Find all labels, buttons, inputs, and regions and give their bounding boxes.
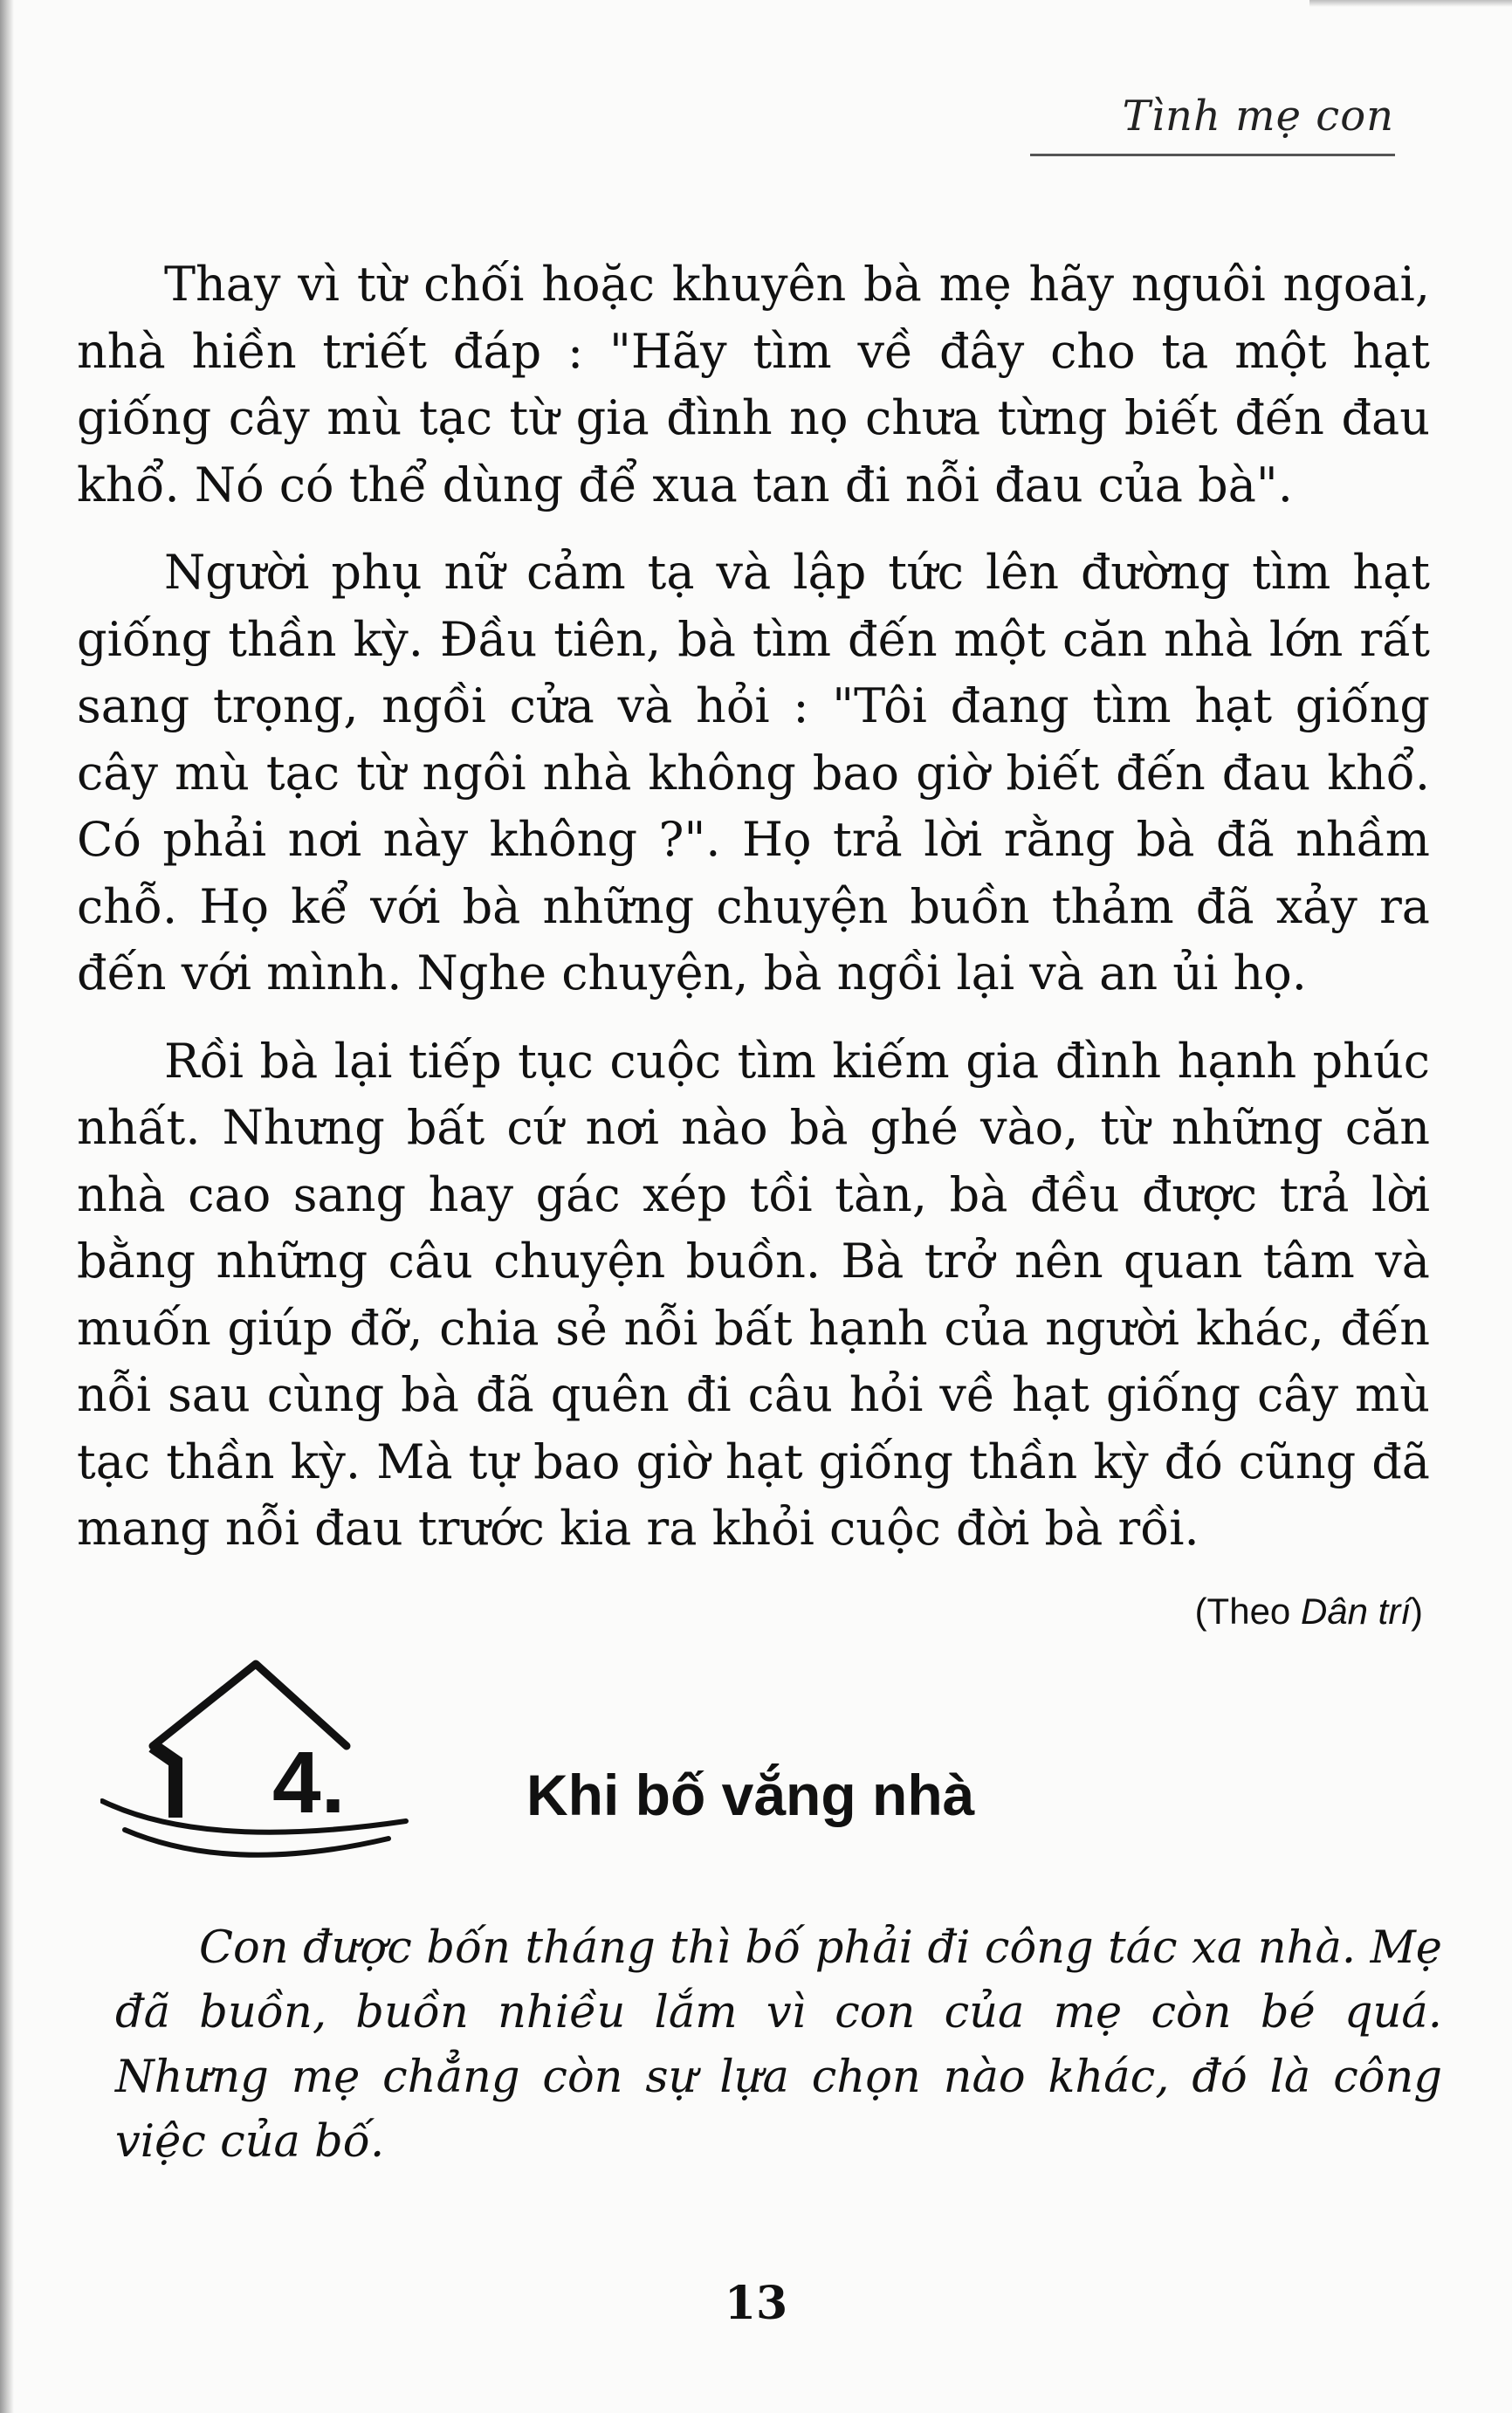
page-number: 13 (724, 2277, 788, 2330)
section-title: Khi bố vắng nhà (526, 1763, 975, 1827)
paragraph: Thay vì từ chối hoặc khuyên bà mẹ hãy nguôi ngoai, nhà hiền triết đáp : "Hãy tìm về đây cho ta một hạt giống cây mù tạc từ gia đình nọ chưa từng biết đến đau khổ. Nó có thể dùng để xua tan đi nỗi đau của bà". (77, 257, 1430, 512)
source-citation (1195, 1591, 1423, 1633)
header-rule (1030, 154, 1395, 156)
source-open: (Theo (1194, 1591, 1301, 1632)
paragraph: Rồi bà lại tiếp tục cuộc tìm kiếm gia đình hạnh phúc nhất. Nhưng bất cứ nơi nào bà ghé vào, từ những căn nhà cao sang hay gác xép tồi tàn, bà đều được trả lời bằng những câu chuyện buồn. Bà trở nên quan tâm và muốn giúp đỡ, chia sẻ nỗi bất hạnh của người khác, đến nỗi sau cùng bà đã quên đi câu hỏi về hạt giống cây mù tạc thần kỳ. Mà tự bao giờ hạt giống thần kỳ đó cũng đã mang nỗi đau trước kia ra khỏi cuộc đời bà rồi. (77, 1033, 1430, 1556)
house-roof-icon (100, 1657, 415, 1893)
body-text (77, 251, 1430, 1584)
paragraph: Người phụ nữ cảm tạ và lập tức lên đường tìm hạt giống thần kỳ. Đầu tiên, bà tìm đến một căn nhà lớn rất sang trọng, ngồi cửa và hỏi : "Tôi đang tìm hạt giống cây mù tạc từ ngôi nhà không bao giờ biết đến đau khổ. Có phải nơi này không ?". Họ trả lời rằng bà đã nhầm chỗ. Họ kể với bà những chuyện buồn thảm đã xảy ra đến với mình. Nghe chuyện, bà ngồi lại và an ủi họ. (77, 545, 1430, 1000)
section-number: 4. (272, 1734, 346, 1832)
running-header: Tình mẹ con (1122, 92, 1394, 141)
source-close: ) (1411, 1591, 1423, 1632)
page-gutter-shadow (0, 0, 14, 2413)
source-name: Dân trí (1300, 1591, 1411, 1632)
page-top-edge (1309, 0, 1512, 7)
section-intro: Con được bốn tháng thì bố phải đi công tác xa nhà. Mẹ đã buồn, buồn nhiều lắm vì con của mẹ còn bé quá. Nhưng mẹ chẳng còn sự lựa chọn nào khác, đó là công việc của bố. (115, 1922, 1442, 2168)
